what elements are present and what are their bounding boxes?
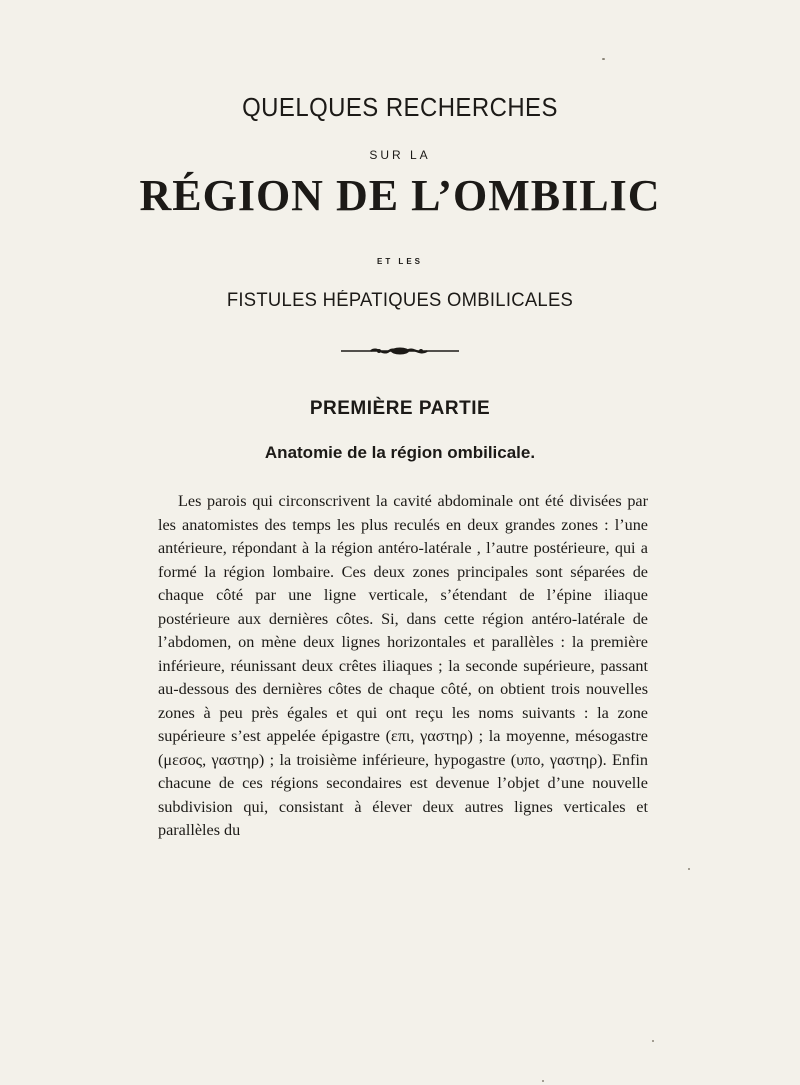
- part-title: PREMIÈRE PARTIE: [309, 398, 491, 419]
- paper-speck: [542, 1080, 544, 1082]
- body-paragraph: Les parois qui circonscrivent la cavité abdominale ont été divisées par les anatomistes des temps les plus reculés en deux grandes zones : l’une antérieure, répondant à la région antéro-latérale , l’autre postérieure, qui a formé la région lombaire. Ces deux zones principales sont séparées de chaque côté par une ligne verticale, s’étendant de l’épine iliaque postérieure aux dernières côtes. Si, dans cette région antéro-latérale de l’abdomen, on mène deux lignes horizontales et parallèles : la première inférieure, réunissant deux crêtes iliaques ; la seconde supérieure, passant au-dessous des dernières côtes de chaque côté, on obtient trois nouvelles zones à peu près égales et qui ont reçu les noms suivants : la zone supérieure s’est appelée épigastre (επι, γαστηρ) ; la moyenne, mésogastre (μεσος, γαστηρ) ; la troisième inférieure, hypogastre (υπο, γαστηρ). Enfin chacune de ces régions secondaires est devenue l’objet d’une nouvelle subdivision qui, consistant à élever deux autres lignes verticales et parallèles du: [158, 492, 648, 839]
- body-text: [158, 490, 648, 843]
- section-title: Anatomie de la région ombilicale.: [264, 443, 536, 462]
- paper-speck: [688, 868, 690, 870]
- decorative-rule-icon: [341, 346, 459, 356]
- connector-sur-la: SUR LA: [369, 148, 431, 162]
- subtitle: FISTULES HÉPATIQUES OMBILICALES: [226, 290, 574, 311]
- title-line-1: QUELQUES RECHERCHES: [242, 92, 558, 122]
- decorative-rule: [0, 346, 800, 358]
- paper-speck: [652, 1040, 654, 1042]
- paper-speck: [602, 58, 605, 60]
- main-title: RÉGION DE L’OMBILIC: [139, 171, 661, 220]
- connector-et-les: ET LES: [376, 257, 423, 266]
